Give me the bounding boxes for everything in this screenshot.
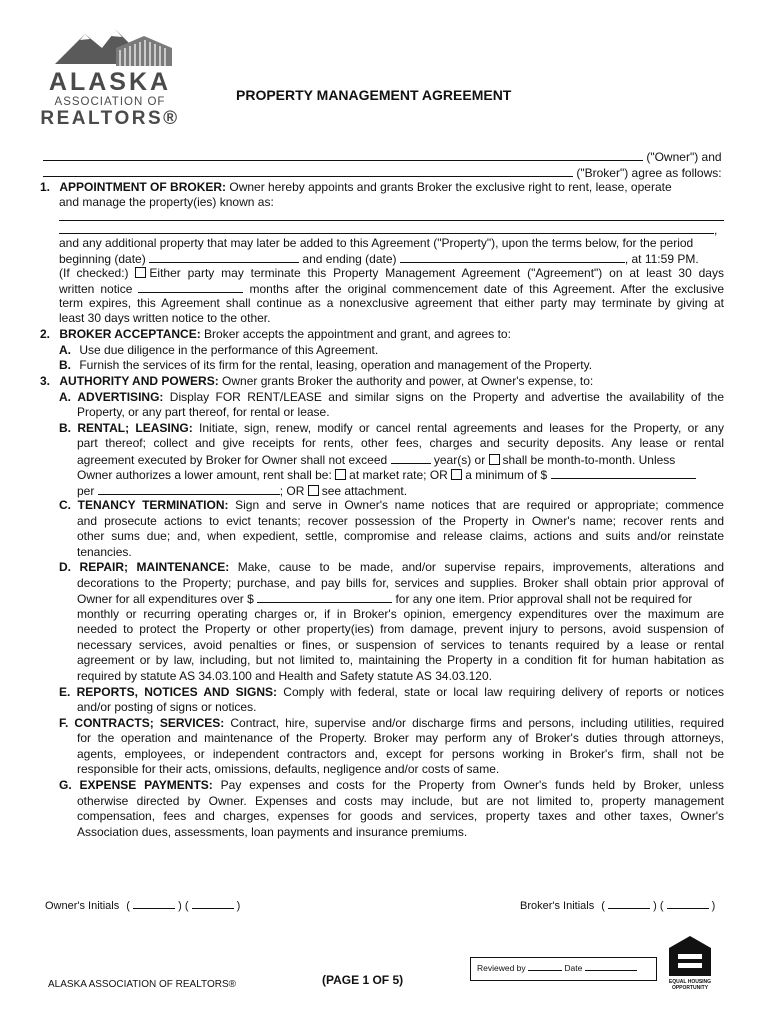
section-1-heading: 1. APPOINTMENT OF BROKER: Owner hereby appoints and grants Broker the exclusive right to rent, lease, operate — [40, 180, 672, 194]
equal-housing-logo — [667, 934, 713, 994]
section-3c: C. TENANCY TERMINATION: Sign and serve in Owner's name notices that are required or appropriate; commence — [59, 498, 724, 512]
section-3f-l2: for the operation and maintenance of the Property. Broker may perform any of Broker's duties through attorneys, — [77, 731, 724, 745]
section-1-l3: and any additional property that may later be added to this Agreement ("Property"), upon the terms below, for the period — [59, 236, 694, 250]
section-3d-l6: necessary services, avoid penalties or fines, or suspension of services to tenants required by a lease or rental — [77, 638, 724, 652]
logo-alaska: ALASKA — [48, 68, 172, 96]
months-field[interactable] — [138, 281, 243, 293]
market-rate-checkbox[interactable] — [335, 469, 346, 480]
section-3g-l3: compensation, fees and charges, expenses for goods and services, property taxes and other taxes, Owner's — [77, 809, 724, 823]
section-1-l5: (If checked:) Either party may terminate this Property Management Agreement ("Agreement") on at least 30 days — [59, 266, 724, 280]
eho-line-1: EQUAL HOUSING — [668, 979, 712, 985]
section-3d-l7: agreement or by law, including, but not limited to, maintaining the Property in a condition fit for human habitation as — [77, 653, 724, 667]
lease-years-field[interactable] — [391, 452, 431, 464]
owner-name-field[interactable] — [43, 149, 643, 161]
section-3d-l8: required by statute AS 34.03.100 and Health and Safety statute AS 34.03.120. — [77, 669, 492, 683]
reviewed-by-field[interactable] — [528, 963, 562, 971]
owner-initials: Owner's Initials ( ) ( ) — [45, 900, 241, 912]
section-3b: B. RENTAL; LEASING: Initiate, sign, renew, modify or cancel rental agreements and leases for the Property, or any — [59, 421, 724, 435]
owner-line: ("Owner") and — [43, 149, 722, 166]
beginning-date-field[interactable] — [149, 251, 299, 263]
section-2b: B. Furnish the services of its firm for the rental, leasing, operation and management of the Property. — [59, 358, 593, 372]
section-1-l4: beginning (date) and ending (date) , at 11:59 PM. — [59, 252, 699, 266]
section-1-l7: term expires, this Agreement shall continue as a nonexclusive agreement that either party may terminate by giving at — [59, 296, 724, 310]
broker-initials: Broker's Initials ( ) ( ) — [520, 900, 716, 912]
section-3b-l2: part thereof; collect and give receipts for rents, other fees, charges and security deposits. Any lease or rental — [77, 436, 724, 450]
section-2a: A. Use due diligence in the performance of this Agreement. — [59, 343, 379, 357]
section-1-text: and manage the property(ies) known as: — [59, 195, 274, 209]
ending-date-field[interactable] — [400, 251, 625, 263]
month-to-month-checkbox[interactable] — [489, 454, 500, 465]
logo-realtors: REALTORS® — [40, 108, 180, 129]
section-3e-l2: and/or posting of signs or notices. — [77, 700, 257, 714]
page-number: (PAGE 1 OF 5) — [322, 973, 404, 987]
section-3g-l2: otherwise directed by Owner. Expenses and costs may include, but are not limited to, property management — [77, 794, 724, 808]
section-3d-l2: decorations to the Property; purchase, and pay bills for, services and supplies. Broker shall obtain prior approval of — [77, 576, 724, 590]
section-3g-l4: Association dues, assessments, loan payments and insurance premiums. — [77, 825, 468, 839]
review-box: Reviewed by Date — [470, 957, 657, 981]
section-1-l8: least 30 days written notice to the other. — [59, 311, 271, 325]
section-3b-l3: agreement executed by Broker for Owner shall not exceed year(s) or shall be month-to-month. Unless — [77, 453, 676, 467]
owner-initial-field-2[interactable] — [192, 899, 234, 909]
broker-name-field[interactable] — [43, 165, 573, 177]
section-3f: F. CONTRACTS; SERVICES: Contract, hire, supervise and/or discharge firms and persons, including utilities, required — [59, 716, 724, 730]
rent-period-field[interactable] — [98, 483, 280, 495]
section-3a-l2: Property, or any part thereof, for rental or lease. — [77, 405, 330, 419]
minimum-rent-checkbox[interactable] — [451, 469, 462, 480]
broker-initial-field-1[interactable] — [608, 899, 650, 909]
section-3-heading: 3. AUTHORITY AND POWERS: Owner grants Broker the authority and power, at Owner's expense, to: — [40, 374, 594, 388]
broker-line: ("Broker") agree as follows: — [43, 165, 722, 182]
termination-checkbox[interactable] — [135, 267, 146, 278]
section-3d-l5: needed to protect the Property or other property(ies) from damage, prevent injury to persons, avoid suspension of — [77, 622, 724, 636]
section-1-l6: written notice months after the original commencement date of this Agreement. After the exclusive — [59, 282, 724, 296]
property-address-field-1[interactable] — [59, 209, 724, 221]
section-3c-l3: other sums due; and, when expedient, settle, compromise and release claims, actions and suits and/or reinstate — [77, 529, 724, 543]
broker-initial-field-2[interactable] — [667, 899, 709, 909]
section-3a: A. ADVERTISING: Display FOR RENT/LEASE and similar signs on the Property and advertise the availability of the — [59, 390, 724, 404]
minimum-rent-field[interactable] — [551, 467, 696, 479]
section-3b-l4: Owner authorizes a lower amount, rent shall be: at market rate; OR a minimum of $ — [77, 467, 696, 484]
section-3b-l5: per ; OR see attachment. — [77, 484, 408, 498]
section-3c-l4: tenancies. — [77, 545, 132, 559]
equal-housing-icon — [667, 934, 713, 978]
expenditure-limit-field[interactable] — [257, 591, 392, 603]
section-3d-l3: Owner for all expenditures over $ for any one item. Prior approval shall not be required for — [77, 592, 693, 606]
section-3c-l2: and prosecute actions to evict tenants; recover possession of the Property in Owner's name; recover rents and — [77, 514, 724, 528]
owner-initial-field-1[interactable] — [133, 899, 175, 909]
property-address-line-2: , — [59, 222, 717, 239]
review-date-field[interactable] — [585, 963, 637, 971]
eho-line-2: OPPORTUNITY — [671, 985, 709, 991]
property-address-field-2[interactable] — [59, 222, 714, 234]
section-3g: G. EXPENSE PAYMENTS: Pay expenses and costs for the Property from Owner's funds held by Broker, unless — [59, 778, 725, 792]
section-3d: D. REPAIR; MAINTENANCE: Make, cause to be made, and/or supervise repairs, improvements, alterations and — [59, 560, 724, 574]
document-title: PROPERTY MANAGEMENT AGREEMENT — [236, 87, 512, 103]
section-3e: E. REPORTS, NOTICES AND SIGNS: Comply with federal, state or local law requiring delivery of reports or notices — [59, 685, 724, 699]
footer-association: ALASKA ASSOCIATION OF REALTORS® — [48, 979, 236, 990]
section-2-heading: 2. BROKER ACCEPTANCE: Broker accepts the appointment and grant, and agrees to: — [40, 327, 511, 341]
section-3f-l4: responsible for their acts, omissions, defaults, negligence and/or costs of same. — [77, 762, 500, 776]
logo-association-of: ASSOCIATION OF — [54, 96, 166, 108]
see-attachment-checkbox[interactable] — [308, 485, 319, 496]
section-3f-l3: agents, employees, or independent contractors and, except for persons working in Broker's firm, shall not be — [77, 747, 724, 761]
section-3d-l4: monthly or recurring operating charges or, if in Broker's opinion, emergency expenditures over the maximum are — [77, 607, 724, 621]
